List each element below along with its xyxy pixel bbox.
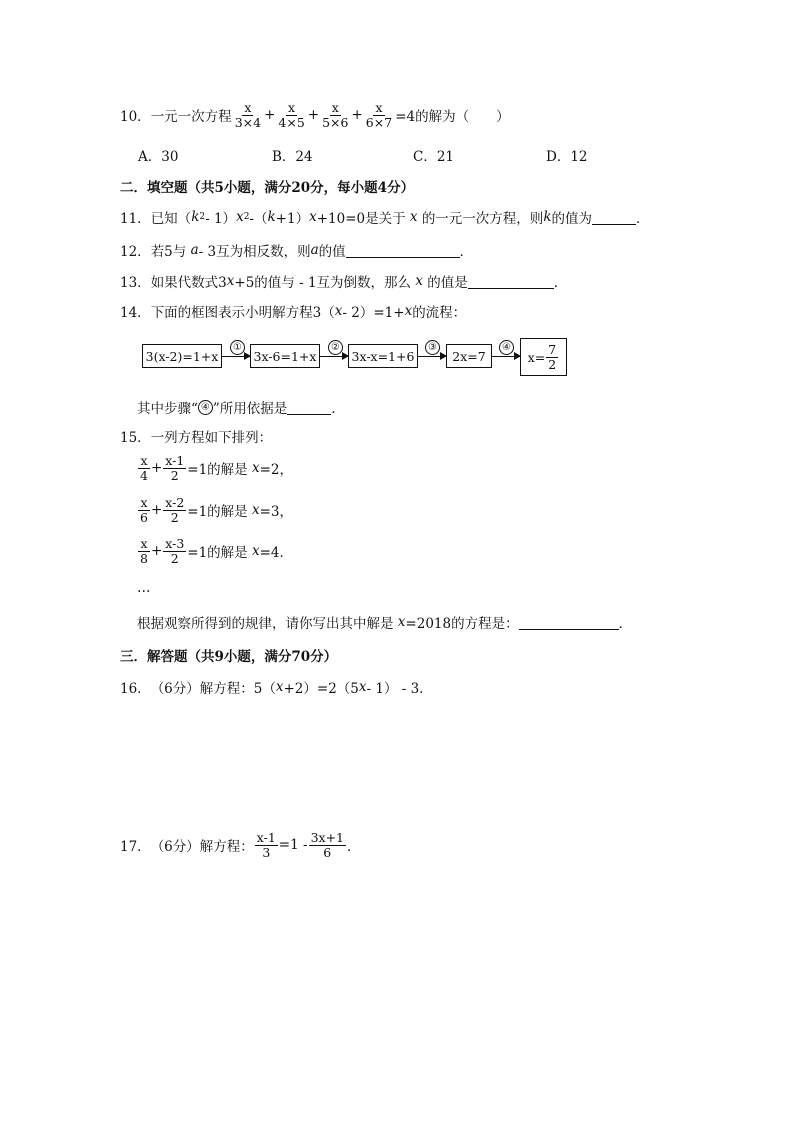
question-10: 10． 一元一次方程 $\frac{x}{3\times 4}$ + $\frac{x}{4\times 5}$ + $\frac{x}{5\times 6}$ + $\frac{x}{6\times 7}$ =4的解为（ ） [120, 100, 510, 130]
step-4-ref-marker: ④ [198, 400, 213, 415]
step-2-marker: ② [328, 340, 343, 355]
question-11: 11． 已知（ k 2 - 1） x 2 -（ k +1） x +10=0是关于 x 的一元一次方程，则 k 的值为 ． [120, 209, 650, 227]
q15-equation-2: $\frac{x}{6}$ + $\frac{x-2}{2}$ =1的解是 x =3， [140, 495, 294, 525]
option-b: B．24 [272, 149, 313, 165]
step-1-marker: ① [230, 340, 245, 355]
question-12: 12． 若5与 a - 3互为相反数，则 a 的值 ． [120, 242, 474, 260]
option-c: C．21 [413, 149, 455, 165]
section-2-heading: 二．填空题（共5小题，满分20分，每小题4分） [120, 180, 415, 196]
step-3-marker: ③ [425, 340, 440, 355]
q10-number: 10． [120, 109, 151, 126]
flow-arrow-3 [418, 356, 446, 357]
q15-ask: 根据观察所得到的规律，请你写出其中解是 x =2018的方程是： ． [137, 614, 633, 632]
question-16: 16． （6分）解方程：5（ x +2）=2（5 x - 1） - 3． [120, 679, 433, 697]
q15-equation-1: $\frac{x}{4}$ + $\frac{x-1}{2}$ =1的解是 x =2， [140, 453, 294, 483]
flow-box-3: 3x-x=1+6 [348, 344, 418, 368]
q10-fraction-2: $\frac{x}{4\times 5}$ [278, 100, 305, 130]
q10-tail: =4的解为（ ） [395, 109, 510, 126]
question-13: 13． 如果代数式3 x +5的值与 - 1互为倒数，那么 x 的值是 ． [120, 273, 568, 291]
flow-arrow-1 [222, 356, 250, 357]
q14-sub-question: 其中步骤“ ④ ”所用依据是 ． [137, 401, 345, 417]
q10-fraction-3: $\frac{x}{5\times 6}$ [322, 100, 349, 130]
q15-answer-blank[interactable] [519, 615, 619, 630]
q10-text: 一元一次方程 [150, 109, 232, 126]
q13-answer-blank[interactable] [468, 274, 554, 289]
flow-arrow-2 [320, 356, 348, 357]
q15-equation-3: $\frac{x}{8}$ + $\frac{x-3}{2}$ =1的解是 x =4． [140, 536, 294, 566]
q11-answer-blank[interactable] [592, 210, 636, 225]
flow-box-5: x= $\frac{7}{2}$ [520, 338, 567, 376]
step-4-marker: ④ [499, 340, 514, 355]
question-15: 15． 一列方程如下排列： [120, 430, 273, 446]
section-3-heading: 三．解答题（共9小题，满分70分） [120, 649, 338, 665]
flow-box-2: 3x-6=1+x [250, 344, 320, 368]
q10-fraction-1: $\frac{x}{3\times 4}$ [234, 100, 262, 130]
question-14: 14． 下面的框图表示小明解方程3（ x - 2）=1+ x 的流程： [120, 303, 467, 321]
flow-box-4: 2x=7 [446, 344, 492, 368]
flow-box-1: 3(x-2)=1+x [142, 344, 222, 368]
q15-ellipsis: … [137, 580, 151, 596]
option-a: A．30 [138, 149, 179, 165]
q14-answer-blank[interactable] [287, 400, 331, 415]
q12-answer-blank[interactable] [346, 243, 460, 258]
q10-fraction-4: $\frac{x}{6\times 7}$ [365, 100, 393, 130]
flow-arrow-4 [492, 356, 520, 357]
q10-options [0, 145, 794, 163]
question-17: 17． （6分）解方程： $\frac{x-1}{3}$ =1 - $\frac{3x+1}{6}$ ． [120, 830, 361, 860]
option-d: D．12 [546, 149, 588, 165]
